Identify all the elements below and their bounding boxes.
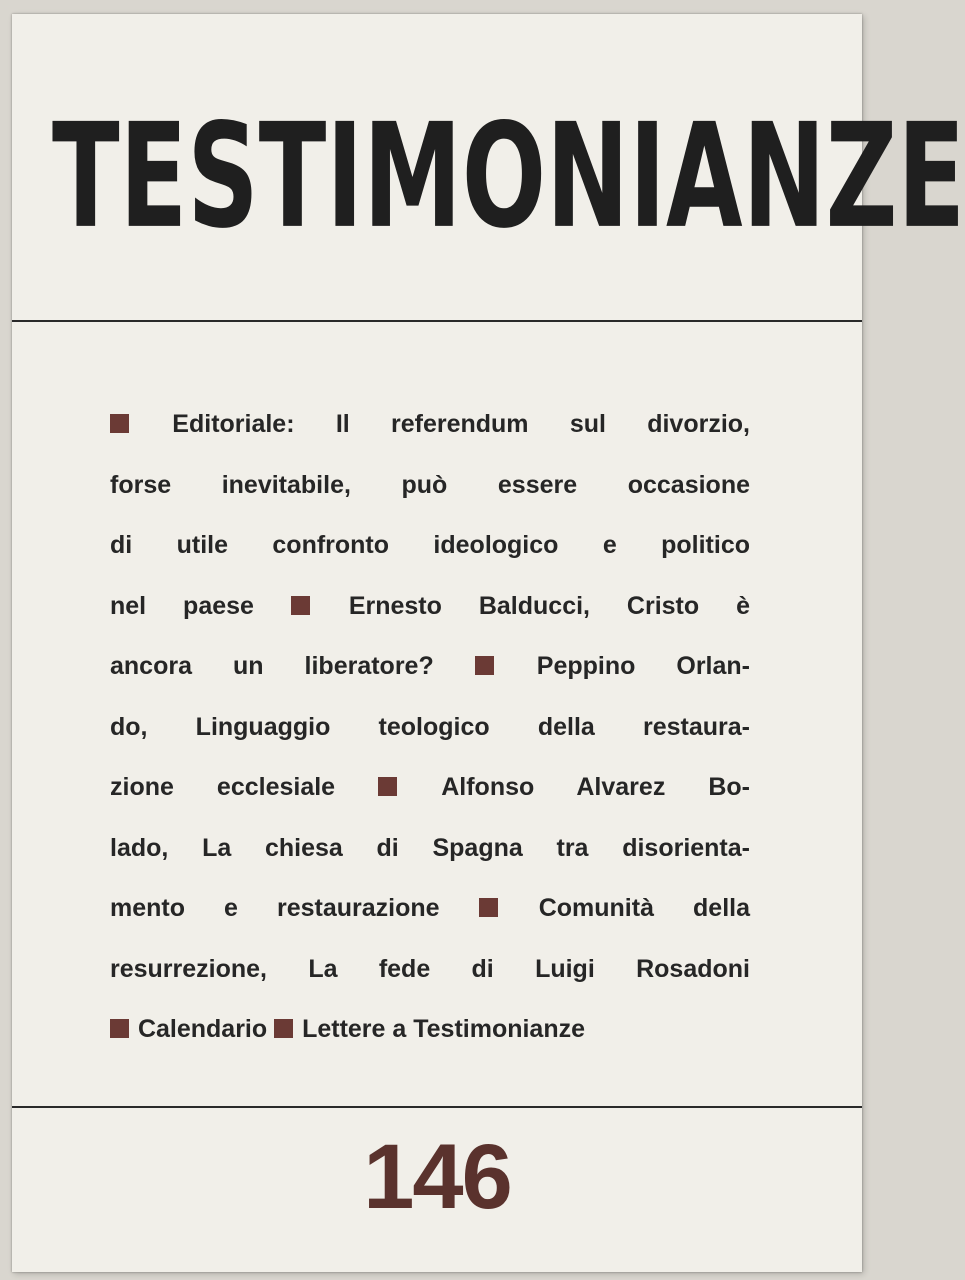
bottom-divider	[12, 1106, 862, 1108]
contents-text: Editoriale: Il referendum sul divorzio,	[172, 410, 751, 438]
contents-line	[110, 636, 750, 697]
contents-text: di utile confronto ideologico e politico	[110, 531, 750, 559]
square-bullet-icon	[475, 656, 494, 675]
contents-line	[110, 515, 750, 576]
square-bullet-icon	[479, 898, 498, 917]
contents-text: resurrezione, La fede di Luigi Rosadoni	[110, 954, 750, 983]
contents-line	[110, 455, 750, 516]
contents-text: ancora un liberatore?	[110, 652, 434, 680]
contents-text: do, Linguaggio teologico della restaura-	[110, 712, 750, 741]
contents-text: Lettere a Testimonianze	[302, 1015, 586, 1043]
magazine-title: TESTIMONIANZE	[52, 91, 965, 260]
contents-line	[110, 939, 750, 1000]
contents-text: Comunità della	[538, 894, 750, 922]
square-bullet-icon	[110, 1019, 129, 1038]
top-divider	[12, 320, 862, 322]
contents-line	[110, 697, 750, 758]
contents-text: zione ecclesiale	[110, 773, 336, 801]
contents-text: Alfonso Alvarez Bo-	[441, 773, 750, 801]
contents-text: nel paese	[110, 591, 254, 620]
contents-text: Ernesto Balducci, Cristo è	[348, 591, 750, 620]
contents-line	[110, 878, 750, 939]
contents-line	[110, 757, 750, 818]
square-bullet-icon	[291, 596, 310, 615]
square-bullet-icon	[274, 1019, 293, 1038]
square-bullet-icon	[378, 777, 397, 796]
contents-line	[110, 394, 750, 455]
contents-text: forse inevitabile, può essere occasione	[110, 470, 750, 499]
contents-text: Peppino Orlan-	[536, 652, 750, 680]
contents-text: lado, La chiesa di Spagna tra disorienta-	[110, 833, 750, 862]
magazine-cover	[12, 14, 965, 1272]
contents-line	[110, 999, 750, 1060]
square-bullet-icon	[110, 414, 129, 433]
issue-number: 146	[363, 1126, 511, 1228]
contents-text: Calendario	[137, 1015, 268, 1043]
contents-line	[110, 576, 750, 637]
contents-line	[110, 818, 750, 879]
contents-text: mento e restaurazione	[110, 894, 440, 922]
table-of-contents	[110, 394, 750, 1060]
